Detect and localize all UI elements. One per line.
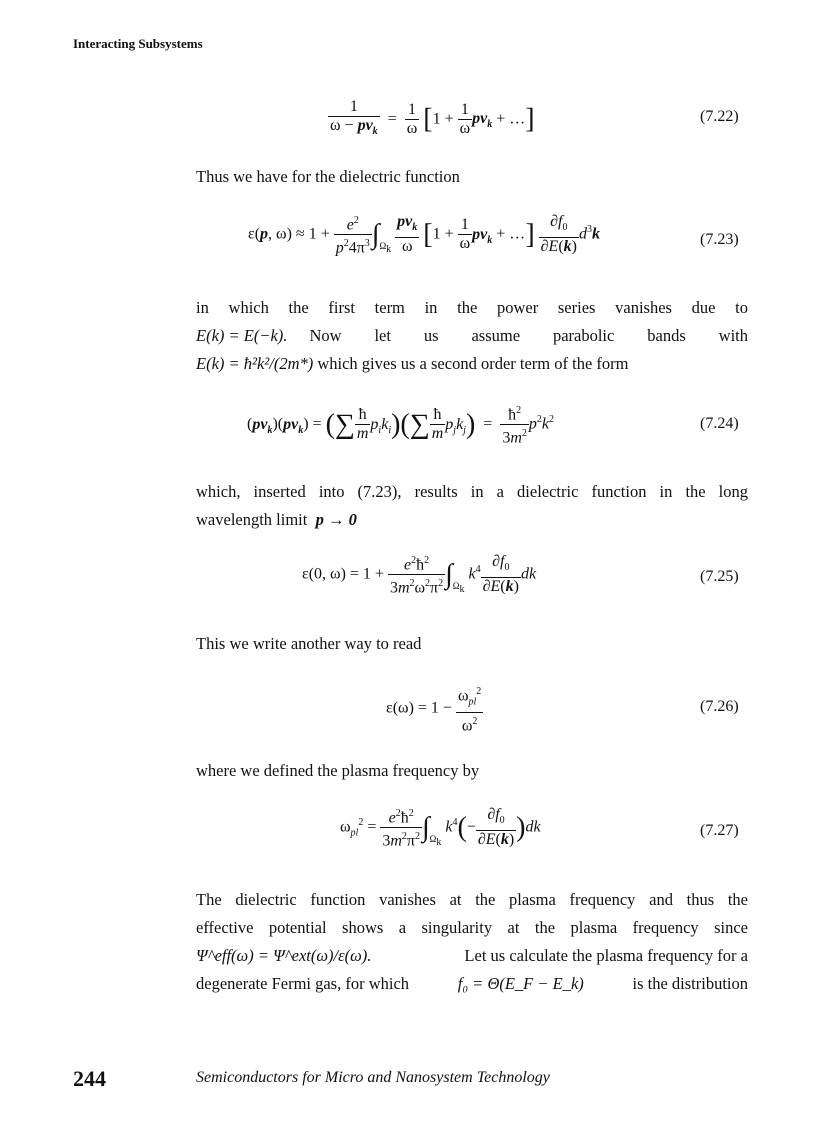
equation-number: (7.27) (700, 822, 739, 839)
equation-number: (7.24) (700, 415, 739, 432)
text-line: is the distribution (632, 974, 748, 993)
equation-number: (7.26) (700, 698, 739, 715)
equation-number: (7.25) (700, 568, 739, 585)
equation-7-27: $\omega_{pl}^2$ = $\frac{e^2ħ^2}{3m^2\pi^2}$ $\int_{\Omega_k}$ $k^4(-$ $\frac{\partial f_0}{\partial E(k)}$ )dk (340, 806, 541, 850)
paragraph (196, 294, 748, 378)
equation-7-24: $(pv_k)(pv_k)$ = (∑ $\frac{ħ}{m}$ $p_ik_i)(\sum$ $\frac{ħ}{m}$ $p_jk_j$) = $\frac{ħ^2}{3m^2}$ $p^2k^2$ (247, 402, 554, 448)
paragraph: Thus we have for the dielectric function (196, 167, 460, 186)
text-line: degenerate Fermi gas, for which (196, 974, 410, 993)
inline-math: E(k) = E(−k). (196, 326, 288, 345)
paragraph (196, 478, 748, 534)
inline-math: f₀ = Θ(E_F − E_k) (457, 974, 584, 993)
text-line: effective potential shows a singularity at the plasma frequency since (196, 918, 748, 937)
text-line: Now let us assume parabolic bands with (309, 326, 748, 345)
text-line: which gives us a second order term of the form (317, 354, 629, 373)
text-line: wavelength limit (196, 510, 308, 529)
inline-math: p → 0 (315, 510, 357, 529)
text-line: in which the first term in the power series vanishes due to (196, 298, 748, 317)
running-header: Interacting Subsystems (73, 36, 203, 51)
inline-math: E(k) = ħ²k²/(2m*) (196, 354, 314, 373)
paragraph: This we write another way to read (196, 634, 422, 653)
equation-7-26: ε(ω) = 1 − $\frac{\omega_{pl}^2}{\omega^2}$ (386, 683, 483, 735)
paragraph (196, 886, 748, 998)
page-number: 244 (73, 1066, 106, 1091)
text-line: The dielectric function vanishes at the plasma frequency and thus the (196, 890, 748, 909)
text-line: which, inserted into (7.23), results in a dielectric function in the long (196, 482, 748, 501)
equation-7-23: ε(p, ω) ≈ 1 + $\frac{e^2}{p^24\pi^3}$ $\int_{\Omega_k}$ $\frac{pv_k}{\omega}$ [1 + $\frac{1}{\omega}$ $pv_k$ + …] $\frac{\partial f_0}{\partial E(k)}$ $d^3k$ (248, 213, 600, 257)
equation-7-22: $\frac{1}{\omega - pv_k}$ = $\frac{1}{\omega}$ [1 + $\frac{1}{\omega}$ $pv_k$ + …] (330, 98, 535, 138)
inline-math: Ψ^eff(ω) = Ψ^ext(ω)/ε(ω). (196, 946, 372, 965)
paragraph: where we defined the plasma frequency by (196, 761, 480, 780)
equation-7-25: ε(0, ω) = 1 + $\frac{e^2ħ^2}{3m^2\omega^2\pi^2}$ $\int_{\Omega_k}$ $k^4$ $\frac{\partial f_0}{\partial E(k)}$ dk (302, 553, 537, 597)
equation-number: (7.23) (700, 231, 739, 248)
text-line: Let us calculate the plasma frequency for a (464, 946, 748, 965)
equation-number: (7.22) (700, 108, 739, 125)
book-title: Semiconductors for Micro and Nanosystem Technology (196, 1069, 550, 1086)
